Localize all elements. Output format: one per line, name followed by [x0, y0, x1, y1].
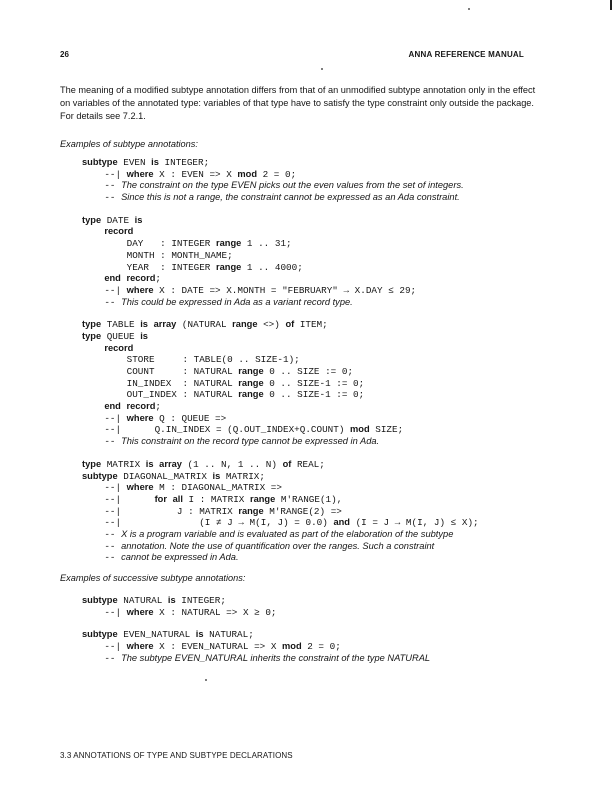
- section-label-subtype-annotations: Examples of subtype annotations:: [60, 139, 198, 149]
- code-line: end record;: [104, 401, 161, 413]
- code-line: COUNT : NATURAL range 0 .. SIZE := 0;: [126, 366, 354, 377]
- code-block-subtype-annotations: [82, 157, 572, 564]
- code-line: --| where X : NATURAL => X ≥ 0;: [104, 606, 277, 618]
- code-line: --| where M : DIAGONAL_MATRIX =>: [104, 482, 282, 494]
- section-label-successive-annotations: Examples of successive subtype annotations:: [60, 573, 246, 583]
- code-line: type TABLE is array (NATURAL range <>) of ITEM;: [82, 319, 328, 331]
- code-line: [82, 308, 572, 319]
- running-header: ANNA REFERENCE MANUAL: [408, 50, 524, 59]
- code-line: YEAR : INTEGER range 1 .. 4000;: [126, 261, 303, 273]
- code-line: record: [104, 226, 134, 237]
- code-line: IN_INDEX : NATURAL range 0 .. SIZE-1 := 0;: [126, 377, 365, 389]
- page-number: 26: [60, 50, 69, 59]
- code-line: [82, 618, 572, 629]
- code-line: -- annotation. Note the use of quantification over the ranges. Such a constraint: [82, 540, 435, 552]
- code-line: -- This could be expressed in Ada as a variant record type.: [82, 296, 353, 308]
- scan-speck: [321, 68, 323, 70]
- code-line: OUT_INDEX : NATURAL range 0 .. SIZE-1 := 0;: [126, 389, 365, 401]
- code-line: -- This constraint on the record type cannot be expressed in Ada.: [82, 436, 380, 448]
- code-line: --| where X : EVEN_NATURAL => X mod 2 = 0;: [104, 641, 341, 653]
- scan-speck: [205, 679, 207, 681]
- code-line: -- cannot be expressed in Ada.: [82, 552, 239, 564]
- code-block-successive-annotations: [82, 595, 572, 664]
- code-line: DAY : INTEGER range 1 .. 31;: [126, 238, 292, 250]
- code-line: type DATE is: [82, 214, 143, 226]
- code-line: -- The constraint on the type EVEN picks out the even values from the set of integers.: [82, 180, 464, 192]
- code-line: type QUEUE is: [82, 330, 148, 342]
- code-line: STORE : TABLE(0 .. SIZE-1);: [126, 354, 300, 366]
- code-line: -- The subtype EVEN_NATURAL inherits the constraint of the type NATURAL: [82, 652, 431, 664]
- code-line: --| where Q : QUEUE =>: [104, 412, 227, 424]
- code-line: --| (I ≠ J → M(I, J) = 0.0) and (I = J → M(I, J) ≤ X);: [104, 517, 479, 529]
- page-footer: 3.3 ANNOTATIONS OF TYPE AND SUBTYPE DECLARATIONS: [60, 751, 293, 760]
- code-line: subtype NATURAL is INTEGER;: [82, 595, 226, 606]
- code-line: end record;: [104, 273, 161, 285]
- code-line: -- Since this is not a range, the constraint cannot be expressed as an Ada constraint.: [82, 192, 460, 204]
- code-line: subtype EVEN_NATURAL is NATURAL;: [82, 629, 254, 641]
- intro-paragraph: The meaning of a modified subtype annotation differs from that of an unmodified subtype annotation only in the effect on variables of the annotated type: variables of that type have to satisfy the type constraint only outside the package. For details see 7.2.1.: [60, 85, 536, 122]
- code-line: type MATRIX is array (1 .. N, 1 .. N) of REAL;: [82, 458, 325, 470]
- code-line: subtype EVEN is INTEGER;: [82, 157, 210, 168]
- code-line: [82, 204, 572, 215]
- code-line: --| J : MATRIX range M'RANGE(2) =>: [104, 505, 342, 517]
- code-line: --| Q.IN_INDEX = (Q.OUT_INDEX+Q.COUNT) mod SIZE;: [104, 424, 404, 436]
- code-line: [82, 448, 572, 459]
- code-line: subtype DIAGONAL_MATRIX is MATRIX;: [82, 470, 265, 482]
- scan-speck: [468, 8, 470, 10]
- code-line: MONTH : MONTH_NAME;: [126, 249, 233, 261]
- code-line: -- X is a program variable and is evaluated as part of the elaboration of the subtype: [82, 528, 454, 540]
- code-line: --| where X : EVEN => X mod 2 = 0;: [104, 168, 297, 180]
- code-line: --| where X : DATE => X.MONTH = "FEBRUARY" → X.DAY ≤ 29;: [104, 284, 417, 296]
- code-line: --| for all I : MATRIX range M'RANGE(1),: [104, 493, 343, 505]
- code-line: record: [104, 342, 134, 353]
